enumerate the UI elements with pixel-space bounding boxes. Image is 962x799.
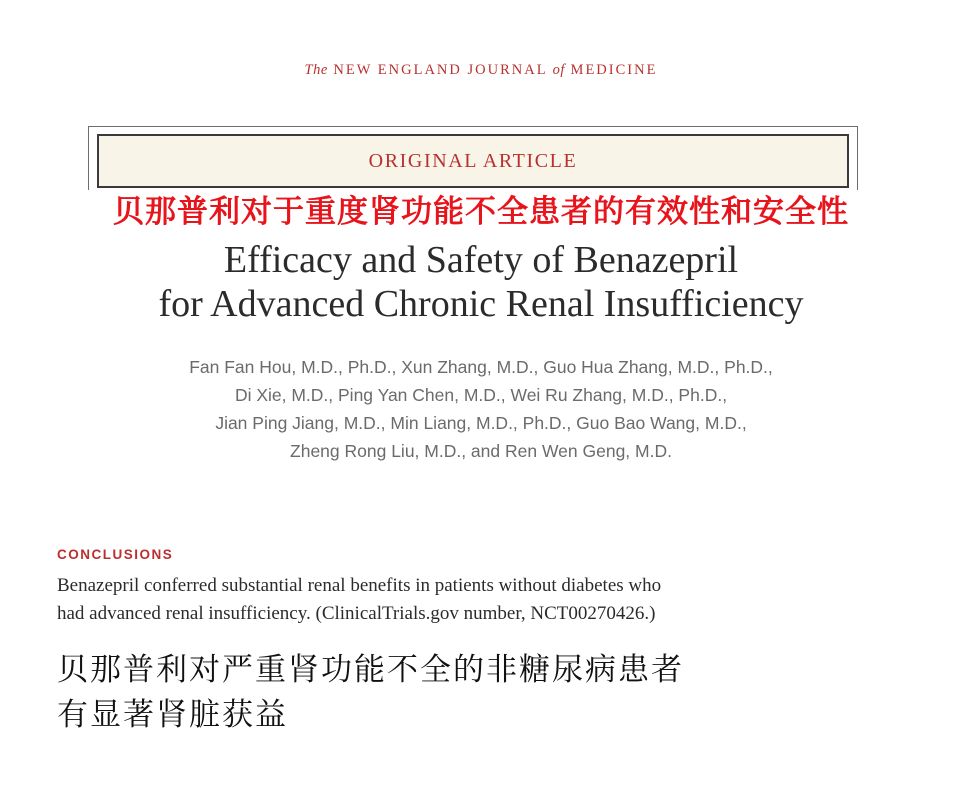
author-line: Jian Ping Jiang, M.D., Min Liang, M.D., Ph.D., Guo Bao Wang, M.D.,	[215, 413, 747, 433]
conclusions-line: had advanced renal insufficiency. (ClinicalTrials.gov number, NCT00270426.)	[57, 603, 656, 624]
author-line: Di Xie, M.D., Ping Yan Chen, M.D., Wei Ru Zhang, M.D., Ph.D.,	[234, 385, 728, 405]
article-title-line-2: for Advanced Chronic Renal Insufficiency	[158, 283, 804, 325]
journal-name-prefix: The	[304, 62, 328, 78]
article-title-line-1: Efficacy and Safety of Benazepril	[223, 239, 739, 281]
journal-name-middle: NEW ENGLAND JOURNAL	[333, 62, 548, 78]
author-line: Zheng Rong Liu, M.D., and Ren Wen Geng, M.D.	[290, 441, 672, 461]
conclusions-text	[57, 572, 917, 628]
author-line: Fan Fan Hou, M.D., Ph.D., Xun Zhang, M.D., Guo Hua Zhang, M.D., Ph.D.,	[189, 357, 773, 377]
chinese-title: 贝那普利对于重度肾功能不全患者的有效性和安全性	[113, 194, 849, 230]
journal-name-of: of	[552, 62, 565, 78]
chinese-summary	[57, 648, 917, 738]
chinese-summary-line: 贝那普利对严重肾功能不全的非糖尿病患者	[57, 652, 684, 688]
chinese-summary-line: 有显著肾脏获益	[57, 697, 288, 733]
conclusions-line: Benazepril conferred substantial renal benefits in patients without diabetes who	[57, 575, 662, 596]
article-type-label: ORIGINAL ARTICLE	[368, 150, 578, 172]
conclusions-heading: CONCLUSIONS	[57, 547, 174, 562]
journal-header	[0, 62, 962, 79]
author-list	[0, 353, 962, 465]
article-title	[0, 238, 962, 326]
journal-name-suffix: MEDICINE	[570, 62, 658, 78]
